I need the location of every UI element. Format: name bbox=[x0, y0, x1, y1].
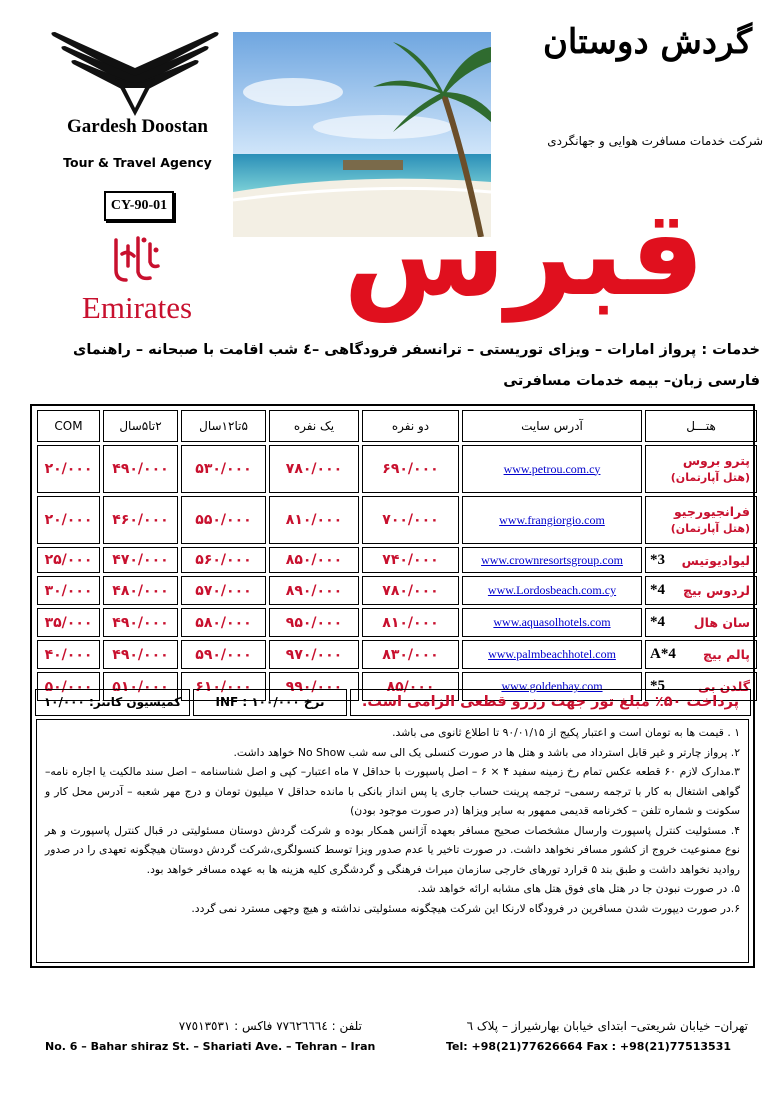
hotel-name: فرانجیورجیو bbox=[673, 504, 750, 519]
address-fa: تهران– خیابان شریعتی– ابتدای خیابان بهارشیراز – پلاک ٦ bbox=[466, 1019, 748, 1033]
hotel-name: لیوادیوتیس bbox=[681, 552, 750, 568]
hotel-name: سان هال bbox=[693, 615, 750, 630]
hotel-name: گلدن بی bbox=[698, 679, 750, 694]
hotel-name-cell bbox=[645, 496, 757, 544]
cell-single: ۸۵۰/۰۰۰ bbox=[269, 547, 359, 573]
cell-com: ۲۰/۰۰۰ bbox=[37, 445, 100, 493]
cell-com: ۲۵/۰۰۰ bbox=[37, 547, 100, 573]
cell-com: ۳۵/۰۰۰ bbox=[37, 608, 100, 637]
hotel-website-link[interactable]: www.goldenbay.com bbox=[462, 672, 642, 701]
header-double: دو نفره bbox=[362, 410, 459, 442]
cell-double: ۷۴۰/۰۰۰ bbox=[362, 547, 459, 573]
hotel-stars: 4* bbox=[650, 582, 665, 598]
header-child-2-5: ۲تا۵سال bbox=[103, 410, 178, 442]
cell-child-2-5: ۴۸۰/۰۰۰ bbox=[103, 576, 178, 605]
table-row bbox=[37, 496, 757, 544]
header-hotel: هتـــل bbox=[645, 410, 757, 442]
header-single: یک نفره bbox=[269, 410, 359, 442]
cell-com: ۳۰/۰۰۰ bbox=[37, 576, 100, 605]
package-code: CY-90-01 bbox=[104, 191, 174, 221]
brand-name-en: Gardesh Doostan bbox=[67, 116, 208, 137]
note-1: ۱ . قیمت ها به تومان است و اعتبار پکیج از ۹۰/۰۱/۱۵ تا اطلاع ثانوی می باشد. bbox=[392, 726, 740, 739]
hotel-website-link[interactable]: www.palmbeachhotel.com bbox=[462, 640, 642, 669]
hotel-website-link[interactable]: www.Lordosbeach.com.cy bbox=[462, 576, 642, 605]
cell-child-2-5: ۵۱۰/۰۰۰ bbox=[103, 672, 178, 701]
cell-single: ۸۹۰/۰۰۰ bbox=[269, 576, 359, 605]
airline-logo-icon bbox=[106, 232, 166, 287]
hotel-website-link[interactable]: www.frangiorgio.com bbox=[462, 496, 642, 544]
note-5: ۵. در صورت نبودن جا در هتل های فوق هتل های مشابه ارائه خواهد شد. bbox=[417, 882, 740, 895]
agency-tagline-en: Tour & Travel Agency bbox=[63, 155, 212, 170]
hotel-website-link[interactable]: www.crownresortsgroup.com bbox=[462, 547, 642, 573]
counter-commission: کمیسیون کانتر: ۱۰/۰۰۰ bbox=[35, 689, 190, 716]
address-en: No. 6 – Bahar shiraz St. – Shariati Ave. – Tehran – Iran bbox=[45, 1040, 376, 1053]
cell-child-5-12: ۵۶۰/۰۰۰ bbox=[181, 547, 266, 573]
header-child-5-12: ۵تا۱۲سال bbox=[181, 410, 266, 442]
cell-double: ۷۰۰/۰۰۰ bbox=[362, 496, 459, 544]
cell-child-2-5: ۴۷۰/۰۰۰ bbox=[103, 547, 178, 573]
cell-double: ۷۸۰/۰۰۰ bbox=[362, 576, 459, 605]
hotel-name: لردوس بیچ bbox=[682, 583, 750, 598]
header-com: COM bbox=[37, 410, 100, 442]
payment-note: پرداخت ۵۰٪ مبلغ تور جهت رزرو قطعی الزامی است. bbox=[350, 689, 751, 716]
cell-child-5-12: ۵۳۰/۰۰۰ bbox=[181, 445, 266, 493]
hotel-type: (هتل آپارتمان) bbox=[670, 471, 750, 484]
services-line-2: فارسی زبان– بیمه خدمات مسافرتی bbox=[503, 373, 760, 389]
note-2: ۲. پرواز چارتر و غیر قابل استرداد می باشد و هتل ها در صورت کنسلی یک الی سه شب No Show خواهد داشت. bbox=[233, 745, 740, 759]
table-row bbox=[37, 640, 757, 669]
hotel-type: (هتل آپارتمان) bbox=[670, 522, 750, 535]
header-website: آدرس سایت bbox=[462, 410, 642, 442]
cell-child-5-12: ۵۵۰/۰۰۰ bbox=[181, 496, 266, 544]
table-row bbox=[37, 576, 757, 605]
hotel-name-cell bbox=[645, 445, 757, 493]
brand-name-fa: گردش دوستان bbox=[542, 22, 753, 62]
cell-double: ۸۳۰/۰۰۰ bbox=[362, 640, 459, 669]
agency-description-fa: شرکت خدمات مسافرت هوایی و جهانگردی bbox=[547, 134, 763, 148]
cell-child-2-5: ۴۹۰/۰۰۰ bbox=[103, 608, 178, 637]
hotel-stars: 4*A bbox=[650, 646, 676, 662]
hotel-name-cell bbox=[645, 547, 757, 573]
table-row bbox=[37, 547, 757, 573]
cell-child-5-12: ۵۹۰/۰۰۰ bbox=[181, 640, 266, 669]
airline-name: Emirates bbox=[81, 290, 193, 325]
cell-child-2-5: ۴۹۰/۰۰۰ bbox=[103, 445, 178, 493]
table-row bbox=[37, 445, 757, 493]
note-4: ۴. مسئولیت کنترل پاسپورت وارسال مشخصات صحیح مسافر بعهده آژانس همکار بوده و شرکت گردش دوستان مسئولیتی در قبال کنترل پاسپورت و هر نوع ممنوعیت خروج از کشور مسافر نخواهد داشت. در صورت تاخیر یا عدم صدور ویزا توسط کنسولگری،شرکت گردش دوستان هیچگونه تعهدی را در صدور روادید نخواهد داشت و طبق بند ۵ قرارد تورهای خارجی سازمان میراث فرهنگی و گردشگری کلیه هزینه ها به عهده مسافر خواهد بود. bbox=[45, 823, 740, 876]
cell-double: ۸۱۰/۰۰۰ bbox=[362, 608, 459, 637]
cell-com: ۵۰/۰۰۰ bbox=[37, 672, 100, 701]
cell-child-5-12: ۶۱۰/۰۰۰ bbox=[181, 672, 266, 701]
cell-child-2-5: ۴۹۰/۰۰۰ bbox=[103, 640, 178, 669]
cell-single: ۹۷۰/۰۰۰ bbox=[269, 640, 359, 669]
hotel-website-link[interactable]: www.petrou.com.cy bbox=[462, 445, 642, 493]
cell-double: ۸۵/۰۰۰ bbox=[362, 672, 459, 701]
terms-notes bbox=[36, 719, 749, 963]
hotel-website-link[interactable]: www.aquasolhotels.com bbox=[462, 608, 642, 637]
hotel-name: پترو بروس bbox=[682, 453, 750, 468]
hotel-stars: 4* bbox=[650, 614, 665, 630]
hotel-name-cell bbox=[645, 640, 757, 669]
cell-com: ۴۰/۰۰۰ bbox=[37, 640, 100, 669]
cell-single: ۹۹۰/۰۰۰ bbox=[269, 672, 359, 701]
hotel-name-cell bbox=[645, 608, 757, 637]
cell-child-2-5: ۴۶۰/۰۰۰ bbox=[103, 496, 178, 544]
cell-child-5-12: ۵۷۰/۰۰۰ bbox=[181, 576, 266, 605]
cell-double: ۶۹۰/۰۰۰ bbox=[362, 445, 459, 493]
note-6: ۶.در صورت دیپورت شدن مسافرین در فرودگاه لارنکا این شرکت هیچگونه مسئولیتی نداشته و هیچ وجهی مسترد نمی گردد. bbox=[191, 901, 740, 915]
infant-rate: نرخ INF : ۱۰۰/۰۰۰ bbox=[193, 689, 347, 716]
phone-fax-en: Tel: +98(21)77626664 Fax : +98(21)77513531 bbox=[446, 1040, 732, 1053]
hotel-stars: 5* bbox=[650, 678, 665, 694]
hotel-rates-table bbox=[34, 407, 760, 704]
cell-single: ۷۸۰/۰۰۰ bbox=[269, 445, 359, 493]
cell-child-5-12: ۵۸۰/۰۰۰ bbox=[181, 608, 266, 637]
services-line-1: خدمات : پرواز امارات – ویزای توریستی – ترانسفر فرودگاهی –٤ شب اقامت با صبحانه – راهنمای bbox=[73, 342, 760, 358]
cell-single: ۹۵۰/۰۰۰ bbox=[269, 608, 359, 637]
hotel-name-cell bbox=[645, 576, 757, 605]
hotel-name: پالم بیچ bbox=[702, 647, 750, 662]
cell-com: ۲۰/۰۰۰ bbox=[37, 496, 100, 544]
winged-logo-icon bbox=[45, 18, 225, 118]
table-header-row bbox=[37, 410, 757, 442]
cell-single: ۸۱۰/۰۰۰ bbox=[269, 496, 359, 544]
hotel-stars: 3* bbox=[650, 551, 665, 568]
destination-title: قبرس bbox=[343, 184, 705, 322]
table-row bbox=[37, 608, 757, 637]
phone-fax-fa: تلفن : ٧٧٦٢٦٦٦٤ فاکس : ٧٧٥١٣٥٣١ bbox=[178, 1019, 362, 1033]
note-3: ۳.مدارک لازم ۶۰ قطعه عکس تمام رخ زمینه سفید ۴ × ۶ – اصل پاسپورت با حداقل ۷ ماه اعتبار– کپی و اصل شناسنامه – اصل سند مالکیت یا اجاره نامه– گواهی اشتغال به کار با ترجمه رسمی– ترجمه پرینت حساب جاری یا پس انداز بانکی با مانده حداقل ۷ میلیون تومان و درج مهر شعبه – آدرس محل کار و سکونت و شماره تلفن – کخرنامه قدیمی ممهور به سایر ویزاها (در صورت موجود بودن) bbox=[45, 765, 740, 817]
